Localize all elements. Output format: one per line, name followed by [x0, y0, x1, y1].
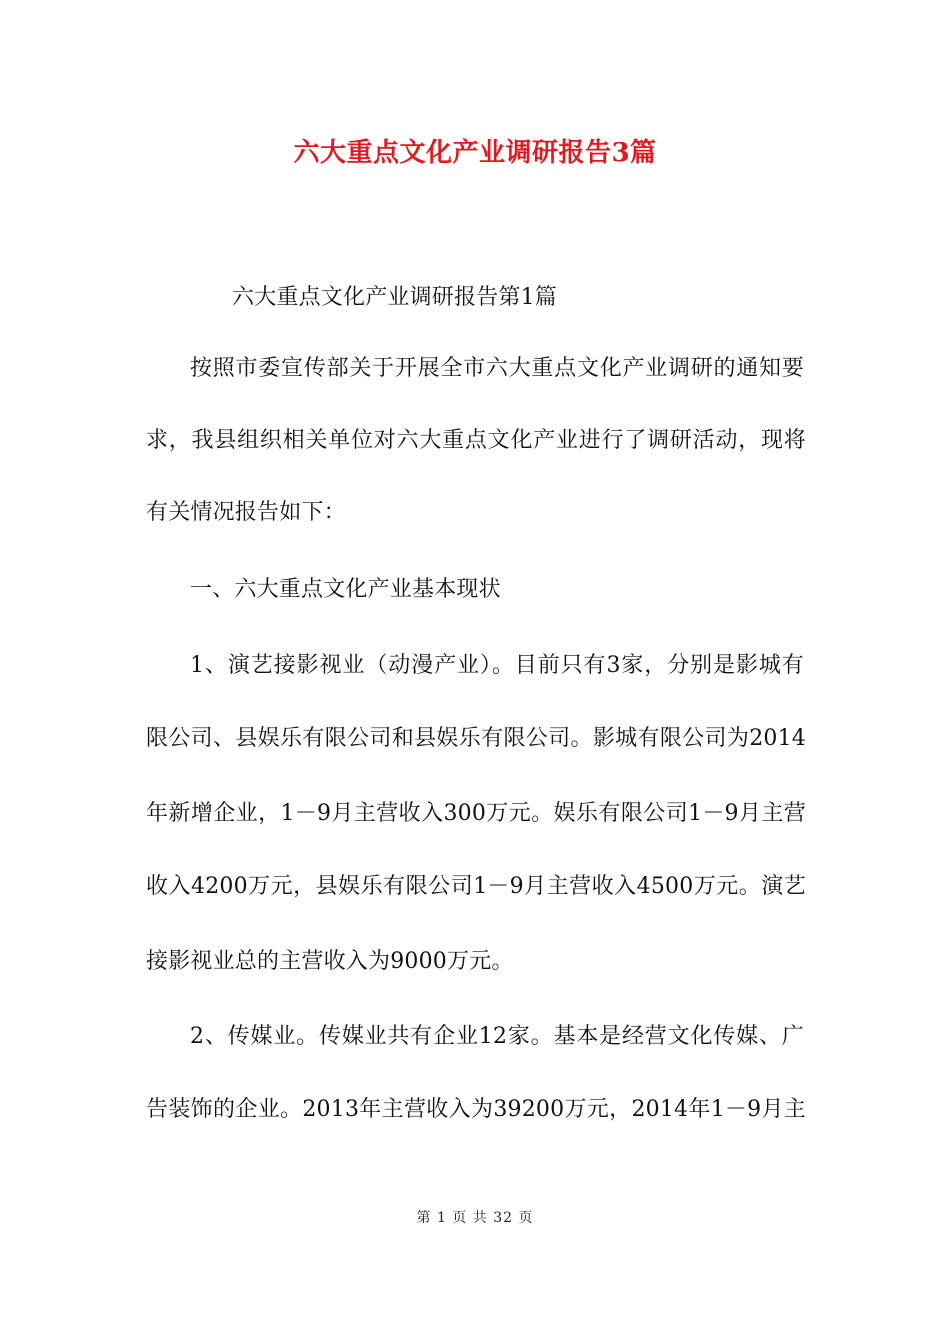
paragraph-line: 2、传媒业。传媒业共有企业12家。基本是经营文化传媒、广	[190, 1024, 804, 1049]
paragraph-line: 1、演艺接影视业（动漫产业）。目前只有3家，分别是影城有	[190, 653, 804, 678]
paragraph-line: 求，我县组织相关单位对六大重点文化产业进行了调研活动，现将	[146, 428, 806, 453]
paragraph-line: 接影视业总的主营收入为9000万元。	[146, 949, 514, 974]
paragraph-line: 收入4200万元，县娱乐有限公司1－9月主营收入4500万元。演艺	[146, 874, 806, 899]
page-footer: 第 1 页 共 32 页	[416, 1210, 534, 1226]
paragraph-line: 有关情况报告如下：	[146, 500, 346, 525]
paragraph-line: 按照市委宣传部关于开展全市六大重点文化产业调研的通知要	[190, 356, 804, 381]
subsection-heading: 一、六大重点文化产业基本现状	[190, 577, 501, 602]
document-title: 六大重点文化产业调研报告3篇	[293, 138, 657, 168]
paragraph-line: 限公司、县娱乐有限公司和县娱乐有限公司。影城有限公司为2014	[146, 726, 806, 751]
section-heading: 六大重点文化产业调研报告第1篇	[232, 285, 557, 310]
paragraph-line: 年新增企业，1－9月主营收入300万元。娱乐有限公司1－9月主营	[146, 801, 806, 826]
paragraph-line: 告装饰的企业。2013年主营收入为39200万元，2014年1－9月主	[146, 1097, 806, 1122]
